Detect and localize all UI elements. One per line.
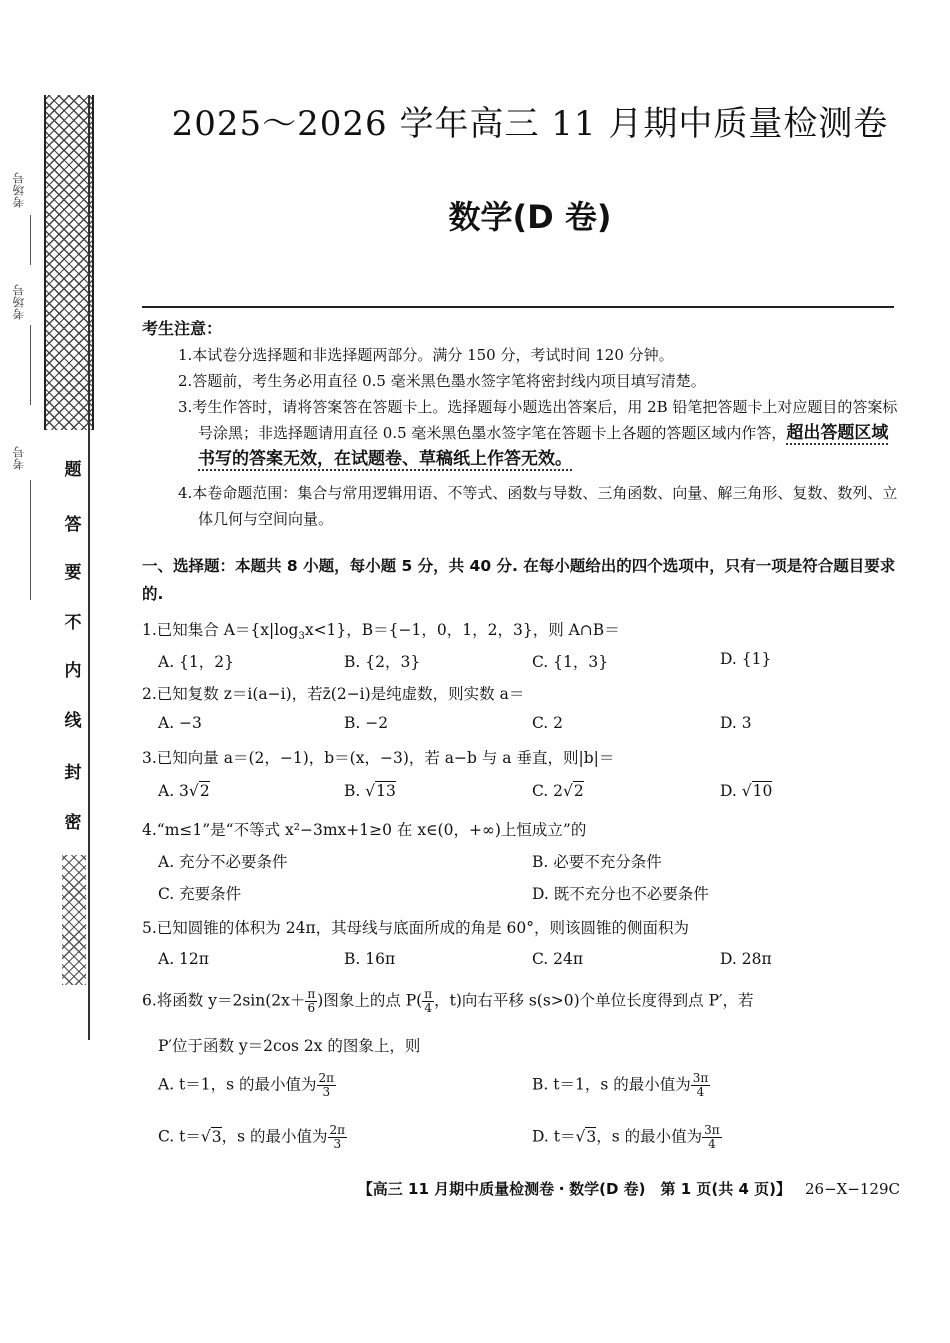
seal-char: 题 [64,460,82,480]
seal-line [88,95,90,1040]
question-stem: 6.将函数 y＝2sin(2x＋ [142,991,306,1010]
option-d: D. 3 [720,714,752,732]
denominator: 4 [424,1001,432,1015]
notice-item: 2.答题前，考生务必用直径 0.5 毫米黑色墨水签字笔将密封线内项目填写清楚。 [178,372,706,390]
fraction [702,1124,722,1151]
option-d: D. √10 [720,782,773,800]
numerator: 2π [329,1123,346,1137]
question-1 [142,618,902,642]
field-line [30,480,31,600]
subscript: 3 [298,631,305,643]
page-subtitle: 数学(D 卷) [448,198,612,236]
option-a: A. 充分不必要条件 [158,853,288,871]
binding-pattern [44,95,94,430]
option-label: B. [344,782,366,800]
seal-char: 内 [64,661,82,681]
option-label: A. t＝1，s 的最小值为 [158,1075,317,1094]
seal-char: 密 [64,813,82,833]
question-5: 5.已知圆锥的体积为 24π，其母线与底面所成的角是 60°，则该圆锥的侧面积为 [142,919,690,937]
notice-emphasis: 超出答题区域书写的答案无效，在试题卷、草稿纸上作答无效。 [198,423,889,469]
question-stem: 1.已知集合 A＝{x|log [142,621,299,639]
numerator: π [307,987,316,1001]
option-label: D. t＝ [532,1127,576,1146]
field-label: 考场号 [12,172,26,208]
option-label: C. t＝ [158,1127,201,1146]
option-c: C. 2√2 [532,782,584,800]
option-d: D. {1} [720,650,772,668]
seal-char: 答 [64,515,82,535]
option-b: B. 16π [344,950,396,968]
notice-list [178,342,898,532]
notice-item [178,394,898,472]
fraction [328,1124,348,1151]
fraction [422,988,434,1015]
radicand: 10 [752,782,773,800]
binding-pattern-lower [62,855,86,985]
radicand: 2 [199,782,210,800]
option-label: A. 3 [158,782,189,800]
numerator: 3π [692,1071,709,1085]
numerator: 2π [318,1071,335,1085]
option-a: A. {1，2} [158,653,234,671]
radicand: 3 [211,1127,222,1146]
notice-heading: 考生注意： [142,319,223,338]
question-2: 2.已知复数 z＝i(a−i)，若z̄(2−i)是纯虚数，则实数 a＝ [142,685,525,703]
denominator: 4 [708,1137,716,1151]
paper-code: 26−X−129C [804,1180,900,1198]
denominator: 3 [333,1137,342,1151]
notice-item: 1.本试卷分选择题和非选择题两部分。满分 150 分，考试时间 120 分钟。 [178,346,674,364]
section-title: 一、选择题：本题共 8 小题，每小题 5 分，共 40 分. 在每小题给出的四个选项中，只有一项是符合题目要求的. [142,557,896,603]
question-6-cont: P′位于函数 y＝2cos 2x 的图象上，则 [158,1037,421,1055]
option-c: C. 充要条件 [158,885,242,903]
footer-text: 【高三 11 月期中质量检测卷・数学(D 卷) 第 1 页(共 4 页)】 [357,1180,791,1198]
option-d: D. 28π [720,950,772,968]
page-title: 2025～2026 学年高三 11 月期中质量检测卷 [171,104,889,144]
field-line [30,325,31,405]
option-b: B. {2，3} [344,653,421,671]
denominator: 3 [322,1085,331,1099]
field-label: 考场号 [12,284,26,320]
option-c: C. t＝√3，s 的最小值为 $\frac{2\pi}{3}$ [158,1123,346,1151]
option-label: C. 2 [532,782,564,800]
page-footer [200,1178,900,1199]
option-a: A. 12π [158,950,209,968]
numerator: π [424,987,433,1001]
radicand: 2 [573,782,584,800]
option-b: B. √13 [344,782,396,800]
question-6 [142,988,902,1015]
option-b [532,1072,710,1099]
fraction [691,1072,711,1099]
radicand: 13 [376,782,396,800]
seal-char: 要 [64,563,82,583]
option-text: ，s 的最小值为 [596,1127,703,1146]
field-line [30,215,31,265]
radicand: 3 [586,1127,597,1146]
question-3: 3.已知向量 a＝(2，−1)，b＝(x，−3)，若 a−b 与 a 垂直，则|b|＝ [142,749,615,767]
field-label: 考号 [12,446,26,470]
denominator: 6 [307,1001,316,1015]
option-d: D. 既不充分也不必要条件 [532,885,709,903]
fraction [317,1072,337,1099]
denominator: 4 [696,1085,705,1099]
option-c: C. 2 [532,714,564,732]
seal-char: 封 [64,763,82,783]
seal-char: 不 [64,613,82,633]
option-a: A. −3 [158,714,202,732]
option-a [158,1072,336,1099]
option-b: B. −2 [344,714,389,732]
divider [142,306,894,308]
option-label: D. [720,782,742,800]
fraction [305,988,317,1015]
question-stem: x<1}，B＝{−1，0，1，2，3}，则 A∩B＝ [304,621,620,639]
option-a: A. 3√2 [158,782,210,800]
seal-char: 线 [64,711,82,731]
option-d: D. t＝√3，s 的最小值为 $\frac{3\pi}{4}$ [532,1123,720,1151]
numerator: 3π [704,1123,720,1137]
question-stem: ，t)向右平移 s(s>0)个单位长度得到点 P′，若 [434,991,754,1010]
notice-item: 4.本卷命题范围：集合与常用逻辑用语、不等式、函数与导数、三角函数、向量、解三角形、复数、数列、立体几何与空间向量。 [178,484,898,528]
option-c: C. 24π [532,950,584,968]
option-label: B. t＝1，s 的最小值为 [532,1075,691,1094]
option-c: C. {1，3} [532,653,609,671]
notice-item-text: 3.考生作答时，请将答案答在答题卡上。选择题每小题选出答案后，用 2B 铅笔把答题卡上对应题目的答案标号涂黑；非选择题请用直径 0.5 毫米黑色墨水签字笔在答题卡上各题的答题区域内作答， [178,398,898,442]
question-stem: )图象上的点 P( [317,991,423,1010]
question-4: 4.“m≤1”是“不等式 x²−3mx+1≥0 在 x∈(0，+∞)上恒成立”的 [142,821,587,839]
option-b: B. 必要不充分条件 [532,853,662,871]
option-text: ，s 的最小值为 [221,1127,328,1146]
